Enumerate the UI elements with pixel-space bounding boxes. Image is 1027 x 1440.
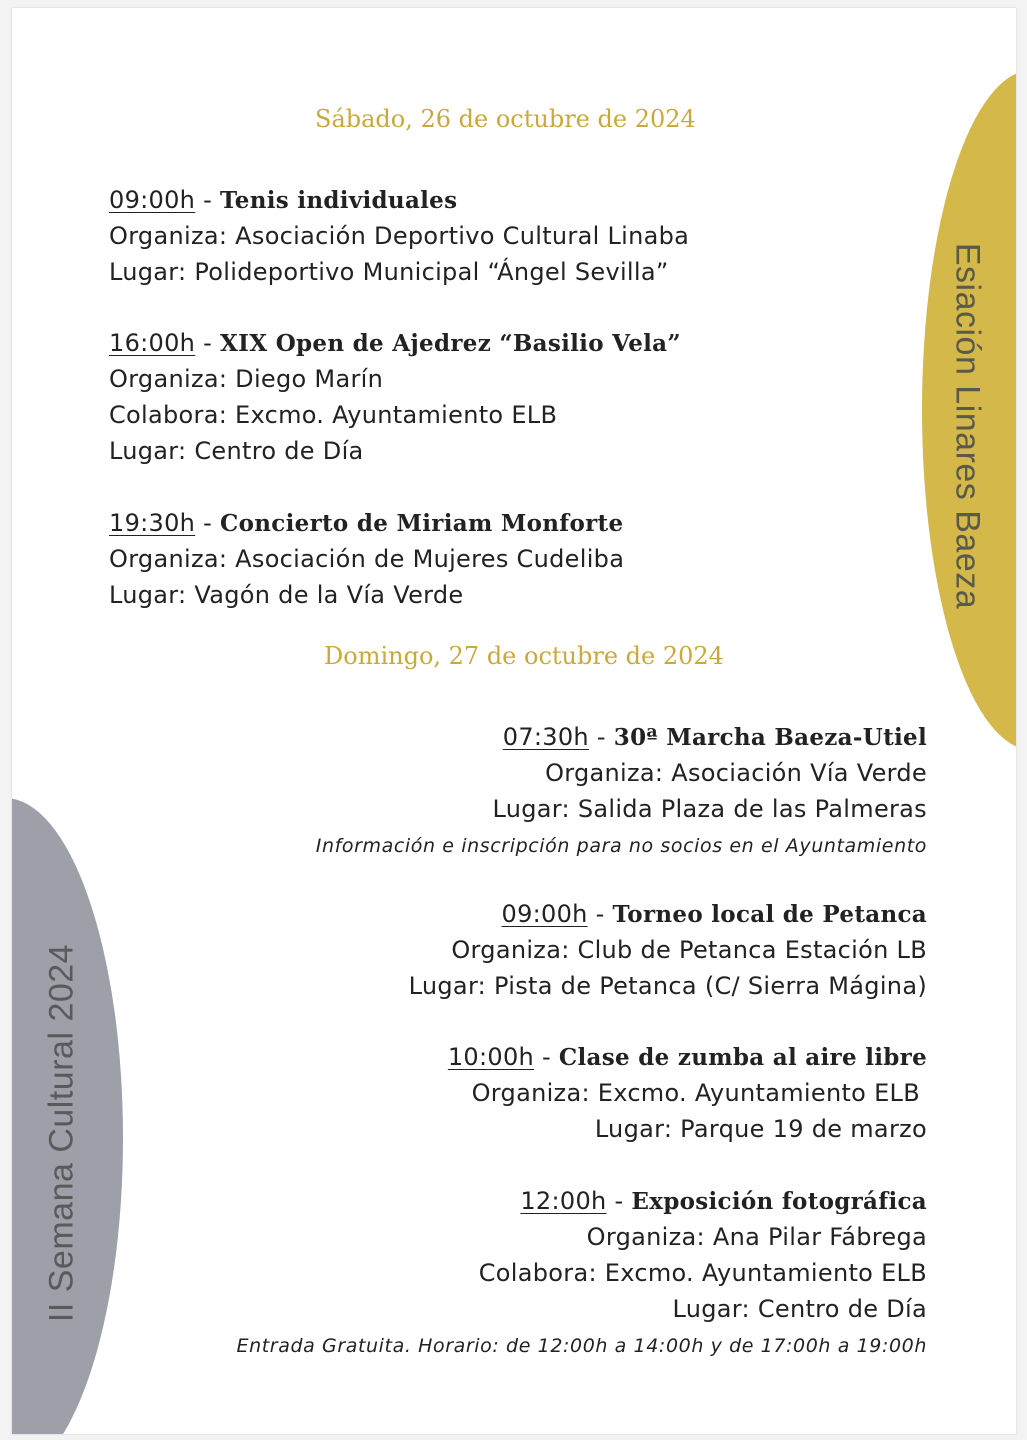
day-title-saturday: Sábado, 26 de octubre de 2024	[315, 105, 696, 133]
event-separator: -	[614, 1187, 624, 1215]
flyer-page	[12, 8, 1016, 1434]
event-separator: -	[596, 723, 606, 751]
event-title: Torneo local de Petanca	[612, 901, 927, 928]
event-heading	[109, 328, 681, 359]
event-detail: Organiza: Club de Petanca Estación LB	[451, 936, 927, 964]
event-separator: -	[203, 186, 213, 214]
event-separator: -	[203, 329, 213, 357]
side-label-event-name: II Semana Cultural 2024	[42, 943, 81, 1323]
event-detail: Organiza: Asociación de Mujeres Cudeliba	[109, 545, 625, 573]
day-title-sunday: Domingo, 27 de octubre de 2024	[324, 642, 724, 670]
event-title: XIX Open de Ajedrez “Basilio Vela”	[220, 330, 681, 357]
event-detail: Lugar: Centro de Día	[109, 437, 364, 465]
event-detail: Organiza: Ana Pilar Fábrega	[586, 1223, 927, 1251]
event-note: Información e inscripción para no socios en el Ayuntamiento	[315, 835, 927, 857]
event-heading	[109, 185, 457, 216]
event-time: 09:00h	[109, 186, 196, 214]
event-detail: Colabora: Excmo. Ayuntamiento ELB	[109, 401, 558, 429]
event-detail: Lugar: Centro de Día	[672, 1295, 927, 1323]
event-heading	[109, 508, 623, 539]
side-label-station: Esiación Linares Baeza	[948, 242, 987, 610]
event-detail: Colabora: Excmo. Ayuntamiento ELB	[478, 1259, 927, 1287]
event-time: 09:00h	[501, 900, 588, 928]
event-heading	[503, 722, 927, 753]
event-time: 12:00h	[520, 1187, 607, 1215]
event-time: 07:30h	[502, 723, 589, 751]
event-detail: Organiza: Excmo. Ayuntamiento ELB	[471, 1079, 920, 1107]
event-detail: Lugar: Polideportivo Municipal “Ángel Sevilla”	[109, 258, 669, 286]
event-title: Exposición fotográfica	[631, 1188, 927, 1215]
event-title: Tenis individuales	[220, 187, 458, 214]
event-title: Concierto de Miriam Monforte	[220, 510, 624, 537]
event-heading	[448, 1042, 927, 1073]
event-detail: Lugar: Vagón de la Vía Verde	[109, 581, 464, 609]
event-separator: -	[203, 509, 213, 537]
event-detail: Organiza: Asociación Deportivo Cultural Linaba	[109, 222, 690, 250]
event-title: Clase de zumba al aire libre	[558, 1044, 927, 1071]
event-note: Entrada Gratuita. Horario: de 12:00h a 14:00h y de 17:00h a 19:00h	[236, 1335, 927, 1357]
event-time: 16:00h	[109, 329, 196, 357]
event-heading	[520, 1186, 927, 1217]
event-separator: -	[541, 1043, 551, 1071]
event-title: 30ª Marcha Baeza-Utiel	[613, 724, 927, 751]
event-separator: -	[595, 900, 605, 928]
event-time: 10:00h	[447, 1043, 535, 1071]
event-time: 19:30h	[109, 509, 196, 537]
event-detail: Lugar: Salida Plaza de las Palmeras	[492, 795, 927, 823]
event-detail: Organiza: Diego Marín	[109, 365, 384, 393]
event-heading	[502, 899, 928, 930]
event-detail: Lugar: Pista de Petanca (C/ Sierra Mágina)	[408, 972, 927, 1000]
event-detail: Lugar: Parque 19 de marzo	[594, 1115, 927, 1143]
event-detail: Organiza: Asociación Vía Verde	[545, 759, 927, 787]
